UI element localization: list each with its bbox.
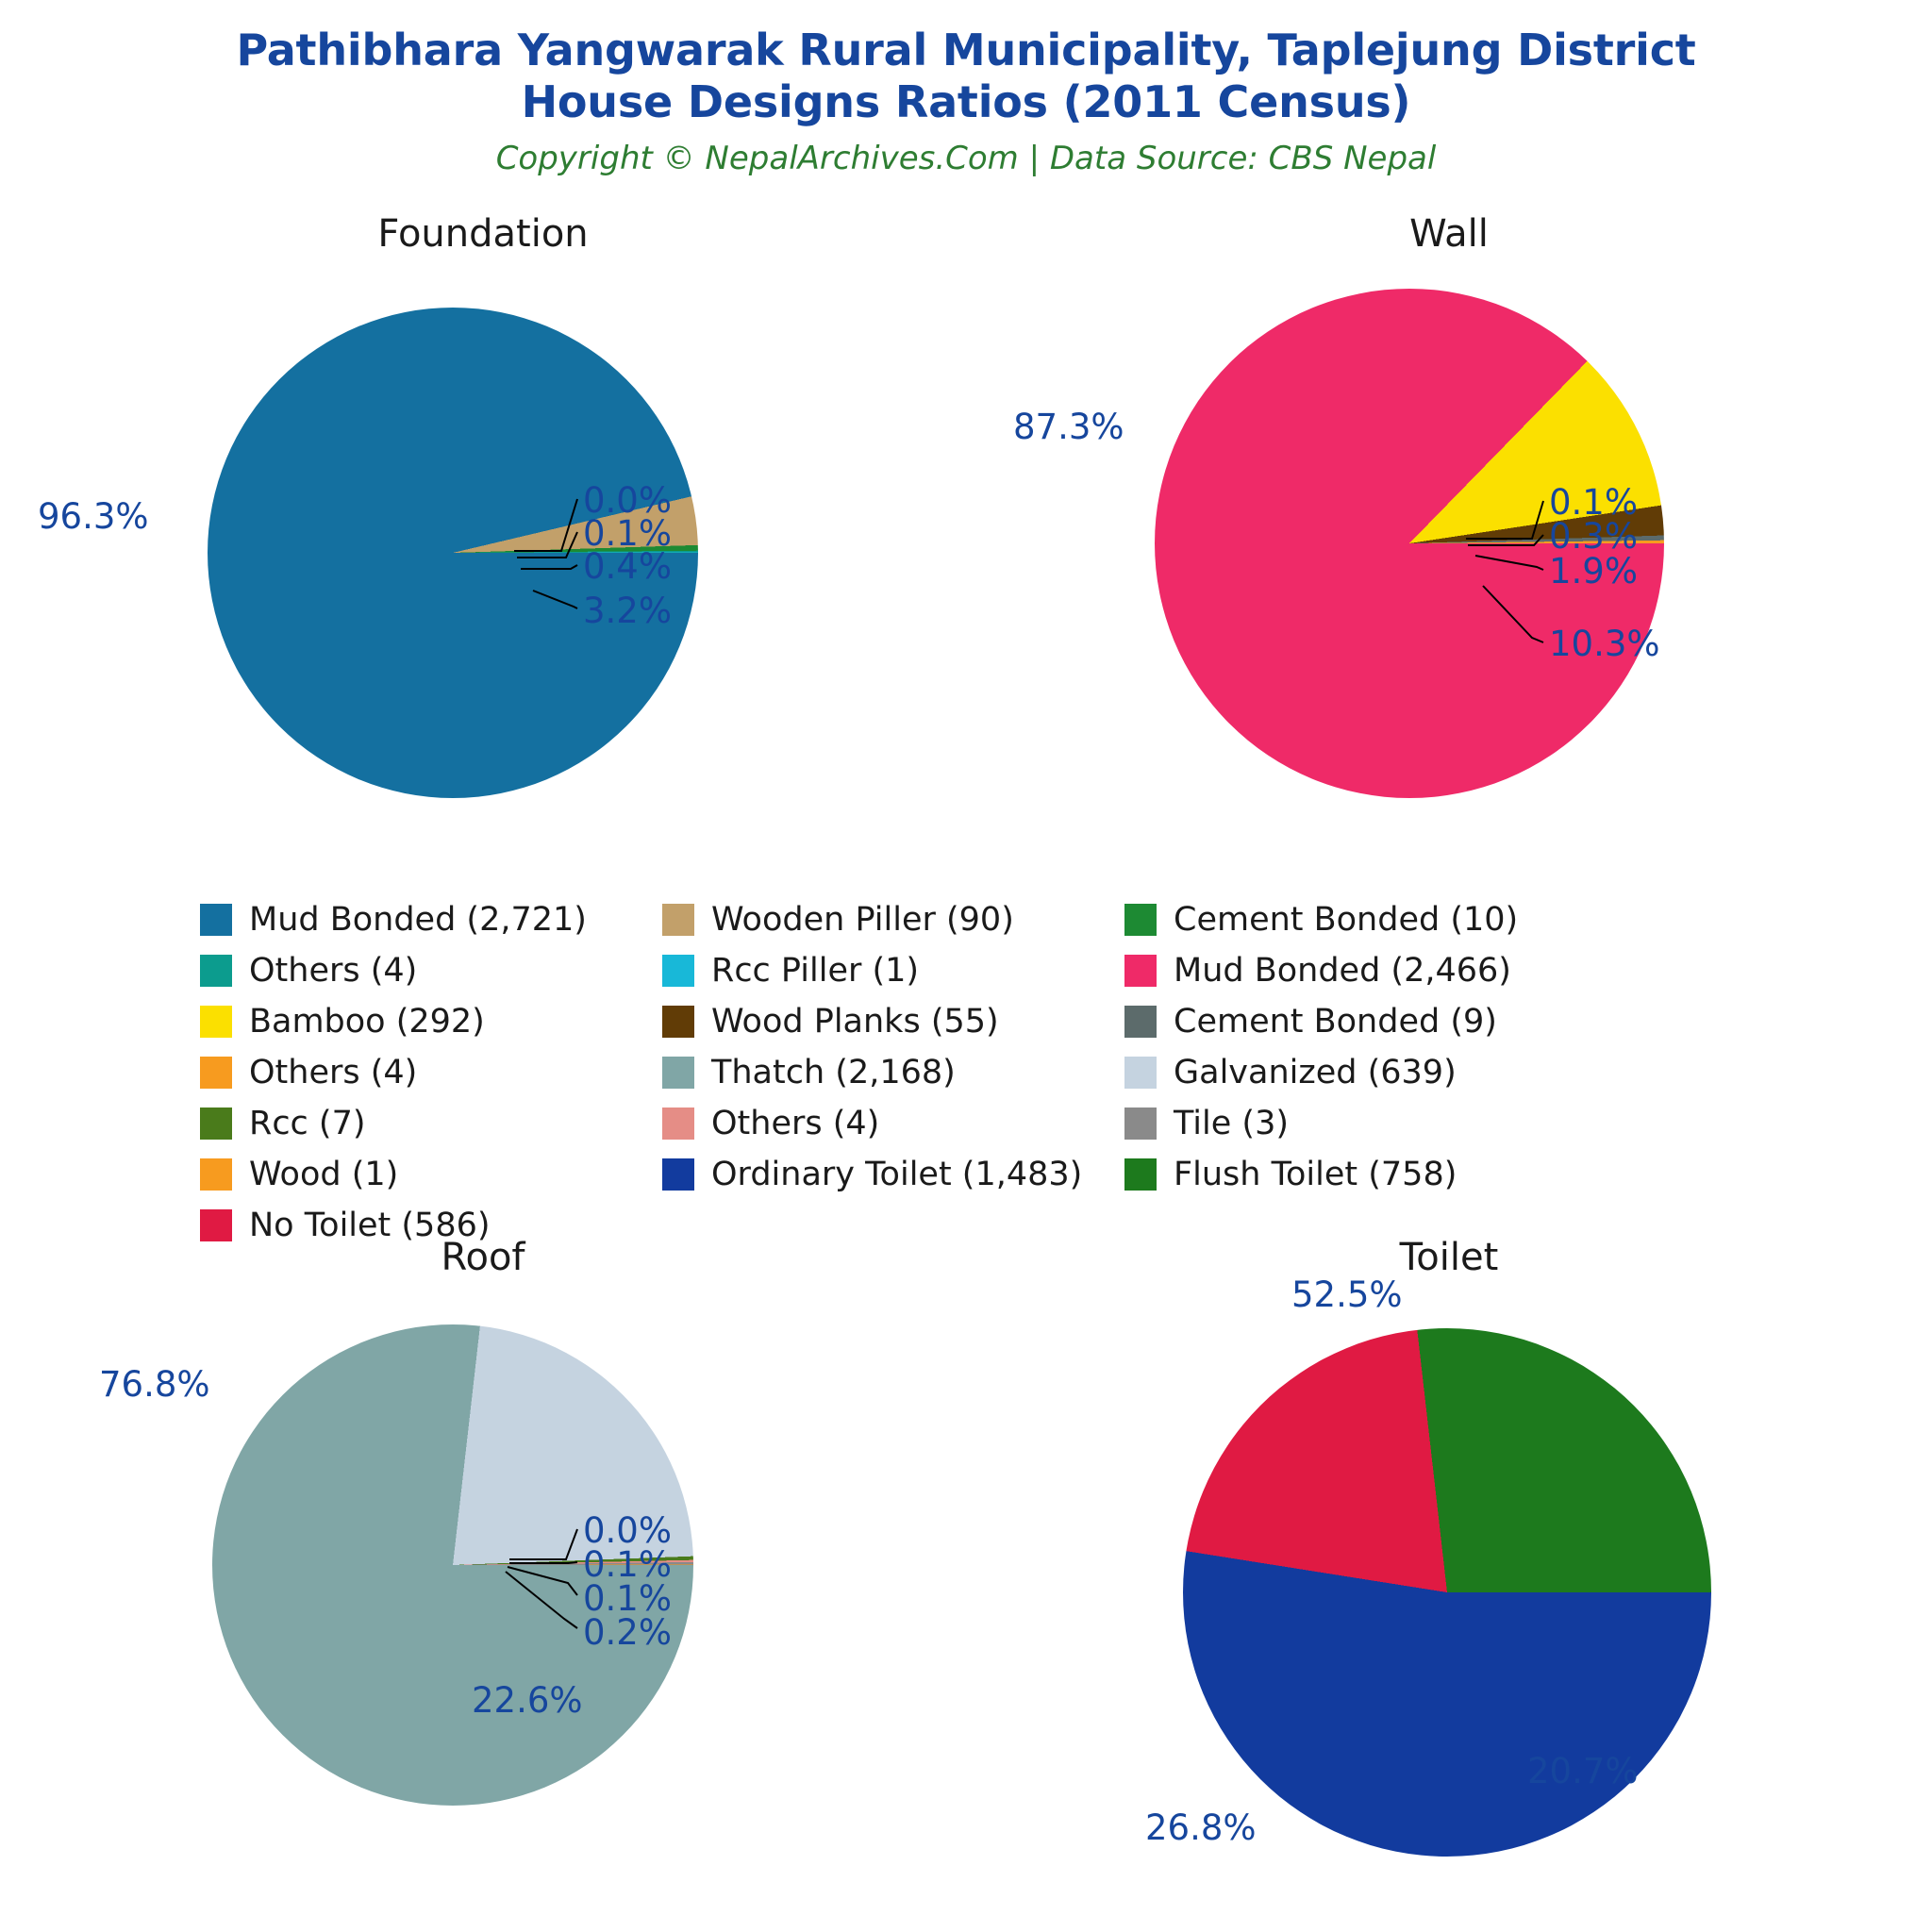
chart-title-foundation: Foundation <box>377 212 589 256</box>
pct-roof-3: 0.1% <box>583 1578 672 1619</box>
legend-item <box>662 1003 1106 1041</box>
legend-swatch-mud-bonded-wall <box>1124 955 1157 987</box>
pct-roof-1: 0.0% <box>583 1510 672 1551</box>
legend-item <box>200 952 643 990</box>
pie-wrap-toilet <box>966 1274 1932 1848</box>
legend-item <box>1124 1054 1568 1091</box>
pct-foundation-2: 0.1% <box>583 513 672 554</box>
legend-swatch-thatch <box>662 1057 694 1089</box>
legend-label: Rcc (7) <box>249 1105 366 1142</box>
title-line-1: Pathibhara Yangwarak Rural Municipality, Taplejung District <box>236 25 1696 75</box>
legend-item <box>662 1105 1106 1142</box>
legend-swatch-others-roof <box>662 1108 694 1140</box>
legend-item <box>1124 1105 1568 1142</box>
chart-foundation <box>0 203 966 854</box>
legend-item <box>200 1105 643 1142</box>
pct-foundation-3: 0.4% <box>583 546 672 587</box>
pie-wrap-wall <box>966 256 1932 822</box>
legend-label: Others (4) <box>249 952 418 990</box>
legend-label: Ordinary Toilet (1,483) <box>711 1156 1083 1193</box>
pct-toilet-0: 52.5% <box>1291 1274 1403 1315</box>
chart-title-wall: Wall <box>1409 212 1489 256</box>
chart-wall <box>966 203 1932 854</box>
legend-swatch-ordinary-toilet <box>662 1158 694 1191</box>
legend-item <box>200 1003 643 1041</box>
legend-swatch-others-wall <box>200 1057 232 1089</box>
legend-item <box>662 1054 1106 1091</box>
legend-label: Wood Planks (55) <box>711 1003 999 1041</box>
legend-label: Cement Bonded (9) <box>1174 1003 1497 1041</box>
legend-label: No Toilet (586) <box>249 1207 491 1244</box>
pct-toilet-1: 26.8% <box>1145 1807 1257 1848</box>
pct-foundation-1: 0.0% <box>583 480 672 521</box>
legend-swatch-cement-bonded-wall <box>1124 1006 1157 1038</box>
copyright-subtitle: Copyright © NepalArchives.Com | Data Source: CBS Nepal <box>495 140 1437 178</box>
legend-swatch-rcc <box>200 1108 232 1140</box>
chart-roof <box>0 1226 966 1877</box>
legend-item <box>1124 901 1568 939</box>
pct-wall-2: 0.3% <box>1549 516 1638 557</box>
pct-wall-1: 0.1% <box>1549 482 1638 523</box>
chart-legend <box>200 901 1728 1244</box>
legend-label: Cement Bonded (10) <box>1174 901 1519 939</box>
legend-item <box>1124 1003 1568 1041</box>
pct-foundation-0: 96.3% <box>38 496 149 537</box>
chart-title-toilet: Toilet <box>1399 1236 1499 1279</box>
legend-swatch-cement-bonded-foundation <box>1124 904 1157 936</box>
legend-item <box>200 1054 643 1091</box>
legend-label: Flush Toilet (758) <box>1174 1156 1457 1193</box>
legend-label: Mud Bonded (2,721) <box>249 901 587 939</box>
pct-roof-2: 0.1% <box>583 1544 672 1585</box>
pct-foundation-4: 3.2% <box>583 591 672 631</box>
legend-item <box>1124 1156 1568 1193</box>
legend-label: Others (4) <box>249 1054 418 1091</box>
legend-swatch-wooden-piller <box>662 904 694 936</box>
legend-item <box>662 1156 1106 1193</box>
title-line-2: House Designs Ratios (2011 Census) <box>521 76 1411 128</box>
pct-wall-0: 87.3% <box>1013 407 1124 447</box>
legend-swatch-rcc-piller <box>662 955 694 987</box>
legend-label: Mud Bonded (2,466) <box>1174 952 1511 990</box>
legend-item <box>1124 952 1568 990</box>
pct-roof-0: 76.8% <box>99 1364 210 1405</box>
legend-label: Bamboo (292) <box>249 1003 485 1041</box>
legend-item <box>200 901 643 939</box>
legend-swatch-tile <box>1124 1108 1157 1140</box>
pie-wrap-foundation <box>0 256 966 822</box>
legend-swatch-flush-toilet <box>1124 1158 1157 1191</box>
chart-header <box>0 0 1932 177</box>
legend-label: Rcc Piller (1) <box>711 952 920 990</box>
legend-label: Wooden Piller (90) <box>711 901 1014 939</box>
pct-roof-4: 0.2% <box>583 1612 672 1653</box>
legend-swatch-bamboo <box>200 1006 232 1038</box>
legend-label: Others (4) <box>711 1105 880 1142</box>
legend-item <box>662 901 1106 939</box>
legend-label: Wood (1) <box>249 1156 399 1193</box>
legend-swatch-mud-bonded-foundation <box>200 904 232 936</box>
legend-swatch-others-foundation <box>200 955 232 987</box>
legend-item <box>200 1156 643 1193</box>
legend-label: Galvanized (639) <box>1174 1054 1457 1091</box>
chart-toilet <box>966 1226 1932 1877</box>
pie-wrap-roof <box>0 1279 966 1845</box>
pct-wall-3: 1.9% <box>1549 551 1638 591</box>
pct-roof-5: 22.6% <box>472 1680 583 1721</box>
legend-swatch-wood <box>200 1158 232 1191</box>
legend-label: Tile (3) <box>1174 1105 1289 1142</box>
legend-swatch-wood-planks <box>662 1006 694 1038</box>
legend-swatch-galvanized <box>1124 1057 1157 1089</box>
chart-title-roof: Roof <box>441 1236 525 1279</box>
page-title <box>0 25 1932 128</box>
pct-wall-4: 10.3% <box>1549 624 1660 664</box>
legend-item <box>662 952 1106 990</box>
legend-label: Thatch (2,168) <box>711 1054 956 1091</box>
pct-toilet-2: 20.7% <box>1527 1751 1639 1791</box>
